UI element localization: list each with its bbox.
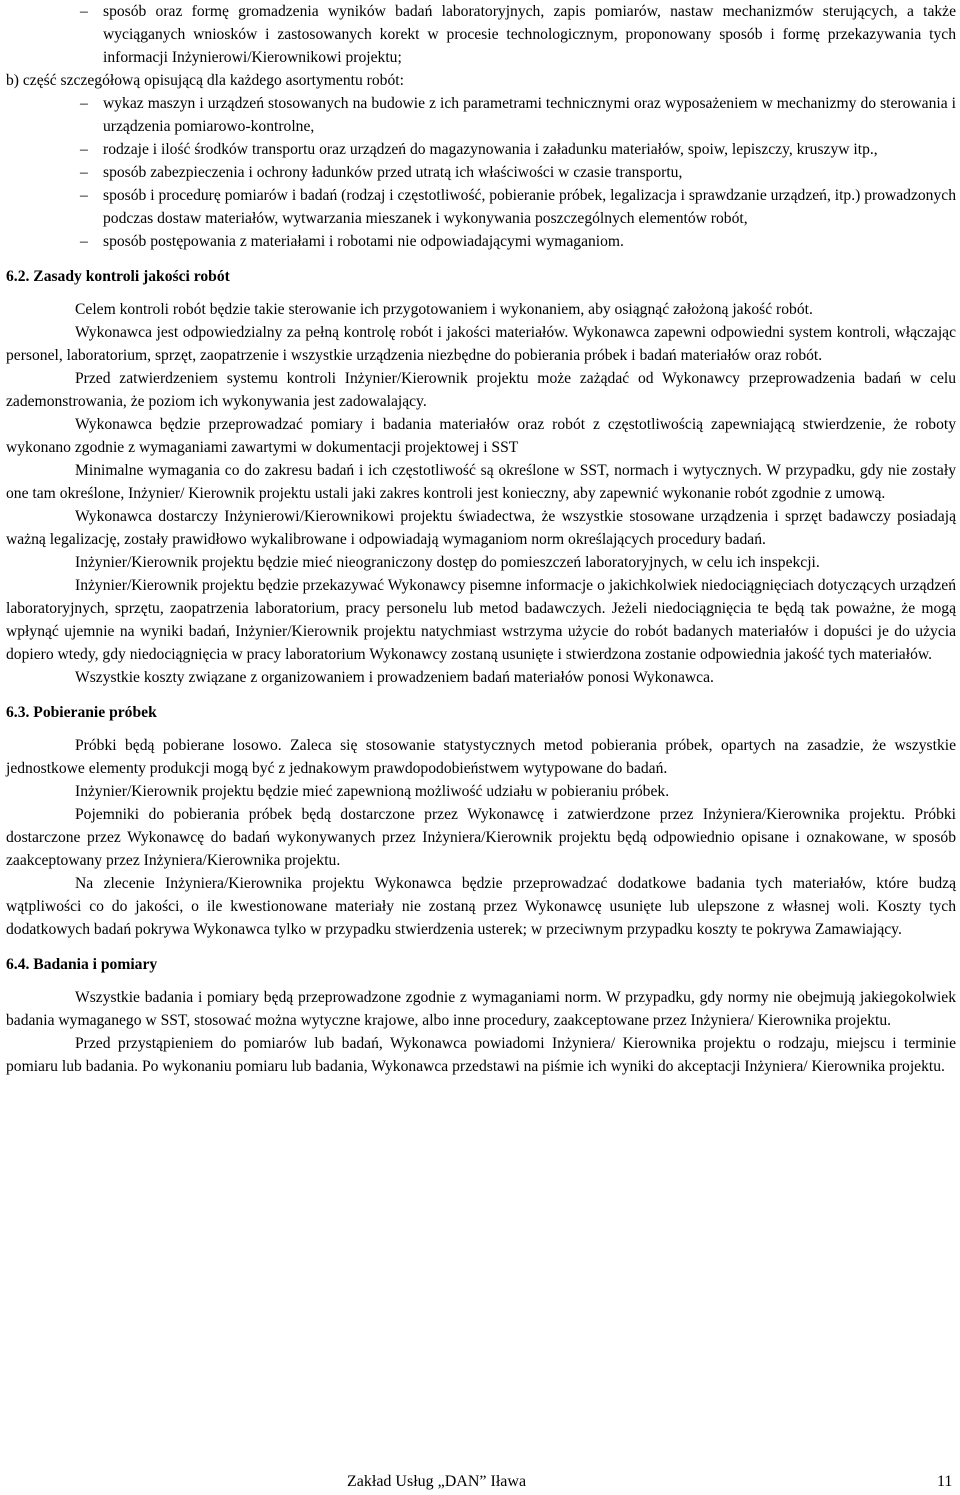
- list-item: – wykaz maszyn i urządzeń stosowanych na budowie z ich parametrami technicznymi oraz wyposażeniem w mechanizmy do sterowania i urządzenia pomiarowo-kontrolne,: [6, 92, 956, 138]
- list-item: – sposób postępowania z materiałami i robotami nie odpowiadającymi wymaganiom.: [6, 230, 956, 253]
- list-item: – sposób oraz formę gromadzenia wyników badań laboratoryjnych, zapis pomiarów, nastaw mechanizmów sterujących, a także wyciąganych wniosków i zastosowanych korekt w procesie technologicznym, proponowany sposób i formę przekazywania tych informacji Inżynierowi/Kierownikowi projektu;: [6, 0, 956, 69]
- paragraph: Na zlecenie Inżyniera/Kierownika projektu Wykonawca będzie przeprowadzać dodatkowe badania tych materiałów, które budzą wątpliwości co do jakości, o ile kwestionowane materiały nie zostaną przez Wykonawcę usunięte lub ulepszone z własnej woli. Koszty tych dodatkowych badań pokrywa Wykonawca tylko w przypadku stwierdzenia usterek; w przeciwnym przypadku koszty te pokrywa Zamawiający.: [6, 875, 956, 938]
- list-item: – rodzaje i ilość środków transportu oraz urządzeń do magazynowania i załadunku materiałów, spoiw, lepiszczy, kruszyw itp.,: [6, 138, 956, 161]
- page-footer: [0, 1470, 960, 1495]
- section-quality-control: [6, 265, 956, 689]
- intro-list: [6, 0, 956, 69]
- paragraph: Inżynier/Kierownik projektu będzie mieć zapewnioną możliwość udziału w pobieraniu próbek.: [75, 783, 670, 800]
- paragraph: Inżynier/Kierownik projektu będzie mieć nieograniczony dostęp do pomieszczeń laboratoryjnych, w celu ich inspekcji.: [75, 554, 820, 571]
- paragraph: Inżynier/Kierownik projektu będzie przekazywać Wykonawcy pisemne informacje o jakichkolwiek niedociągnięciach dotyczących urządzeń laboratoryjnych, sprzętu, zaopatrzenia laboratorium, pracy personelu lub metod badawczych. Jeżeli niedociągnięcia te będą tak poważne, że mogą wpłynąć ujemnie na wyniki badań, Inżynier/Kierownik projektu natychmiast wstrzyma użycie do robót badanych materiałów i dopuści je do użycia dopiero wtedy, gdy niedociągnięcia w pracy laboratorium Wykonawcy zostaną usunięte i stwierdzona zostanie odpowiednia jakość tych materiałów.: [6, 577, 956, 663]
- list-item: – sposób zabezpieczenia i ochrony ładunków przed utratą ich właściwości w czasie transportu,: [6, 161, 956, 184]
- paragraph: Wszystkie badania i pomiary będą przeprowadzone zgodnie z wymaganiami norm. W przypadku, gdy normy nie obejmują jakiegokolwiek badania wymaganego w SST, stosować można wytyczne krajowe, albo inne procedury, zaakceptowane przez Inżyniera/ Kierownika projektu.: [6, 989, 956, 1029]
- footer-company: Zakład Usług „DAN” Iława: [347, 1473, 527, 1490]
- paragraph: Próbki będą pobierane losowo. Zaleca się stosowanie statystycznych metod pobierania próbek, opartych na zasadzie, że wszystkie jednostkowe elementy produkcji mogą być z jednakowym prawdopodobieństwem wytypowane do badań.: [6, 737, 956, 777]
- paragraph: Minimalne wymagania co do zakresu badań i ich częstotliwość są określone w SST, normach i wytycznych. W przypadku, gdy nie zostały one tam określone, Inżynier/ Kierownik projektu ustali jaki zakres kontroli jest konieczny, aby zapewnić wykonanie robót zgodnie z umową.: [6, 462, 956, 502]
- section-tests-measurements: [6, 953, 956, 1078]
- part-b-list: [6, 92, 956, 253]
- paragraph: Wykonawca jest odpowiedzialny za pełną kontrolę robót i jakości materiałów. Wykonawca zapewni odpowiedni system kontroli, włączając personel, laboratorium, sprzęt, zaopatrzenie i wszystkie urządzenia niezbędne do pobierania próbek i badań materiałów oraz robót.: [6, 324, 956, 364]
- section-heading: 6.2. Zasady kontroli jakości robót: [6, 268, 230, 285]
- paragraph: Przed przystąpieniem do pomiarów lub badań, Wykonawca powiadomi Inżyniera/ Kierownika projektu o rodzaju, miejscu i terminie pomiaru lub badania. Po wykonaniu pomiaru lub badania, Wykonawca przedstawi na piśmie ich wyniki do akceptacji Inżyniera/ Kierownika projektu.: [6, 1035, 956, 1075]
- paragraph: Pojemniki do pobierania próbek będą dostarczone przez Wykonawcę i zatwierdzone przez Inżyniera/Kierownika projektu. Próbki dostarczone przez Wykonawcę do badań wykonywanych przez Inżyniera/Kierownik projektu będą odpowiednio opisane i oznakowane, w sposób zaakceptowany przez Inżyniera/Kierownika projektu.: [6, 806, 956, 869]
- paragraph: Celem kontroli robót będzie takie sterowanie ich przygotowaniem i wykonaniem, aby osiągnąć założoną jakość robót.: [75, 301, 813, 318]
- list-item: – sposób i procedurę pomiarów i badań (rodzaj i częstotliwość, pobieranie próbek, legalizacja i sprawdzanie urządzeń, itp.) prowadzonych podczas dostaw materiałów, wytwarzania mieszanek i wykonywania poszczególnych elementów robót,: [6, 184, 956, 230]
- paragraph: Przed zatwierdzeniem systemu kontroli Inżynier/Kierownik projektu może zażądać od Wykonawcy przeprowadzenia badań w celu zademonstrowania, że poziom ich wykonywania jest zadowalający.: [6, 370, 956, 410]
- page-number: 11: [937, 1473, 953, 1490]
- section-heading: 6.3. Pobieranie próbek: [6, 704, 157, 721]
- section-heading: 6.4. Badania i pomiary: [6, 956, 158, 973]
- paragraph: Wszystkie koszty związane z organizowaniem i prowadzeniem badań materiałów ponosi Wykonawca.: [75, 669, 714, 686]
- paragraph: Wykonawca będzie przeprowadzać pomiary i badania materiałów oraz robót z częstotliwością zapewniającą stwierdzenie, że roboty wykonano zgodnie z wymaganiami zawartymi w dokumentacji projektowej i SST: [6, 416, 956, 456]
- paragraph: Wykonawca dostarczy Inżynierowi/Kierownikowi projektu świadectwa, że wszystkie stosowane urządzenia i sprzęt badawczy posiadają ważną legalizację, zostały prawidłowo wykalibrowane i odpowiadają wymaganiom norm określających procedury badań.: [6, 508, 956, 548]
- section-sampling: [6, 701, 956, 941]
- part-b-label: b) część szczegółową opisującą dla każdego asortymentu robót:: [6, 72, 404, 89]
- document-page: [6, 0, 956, 1078]
